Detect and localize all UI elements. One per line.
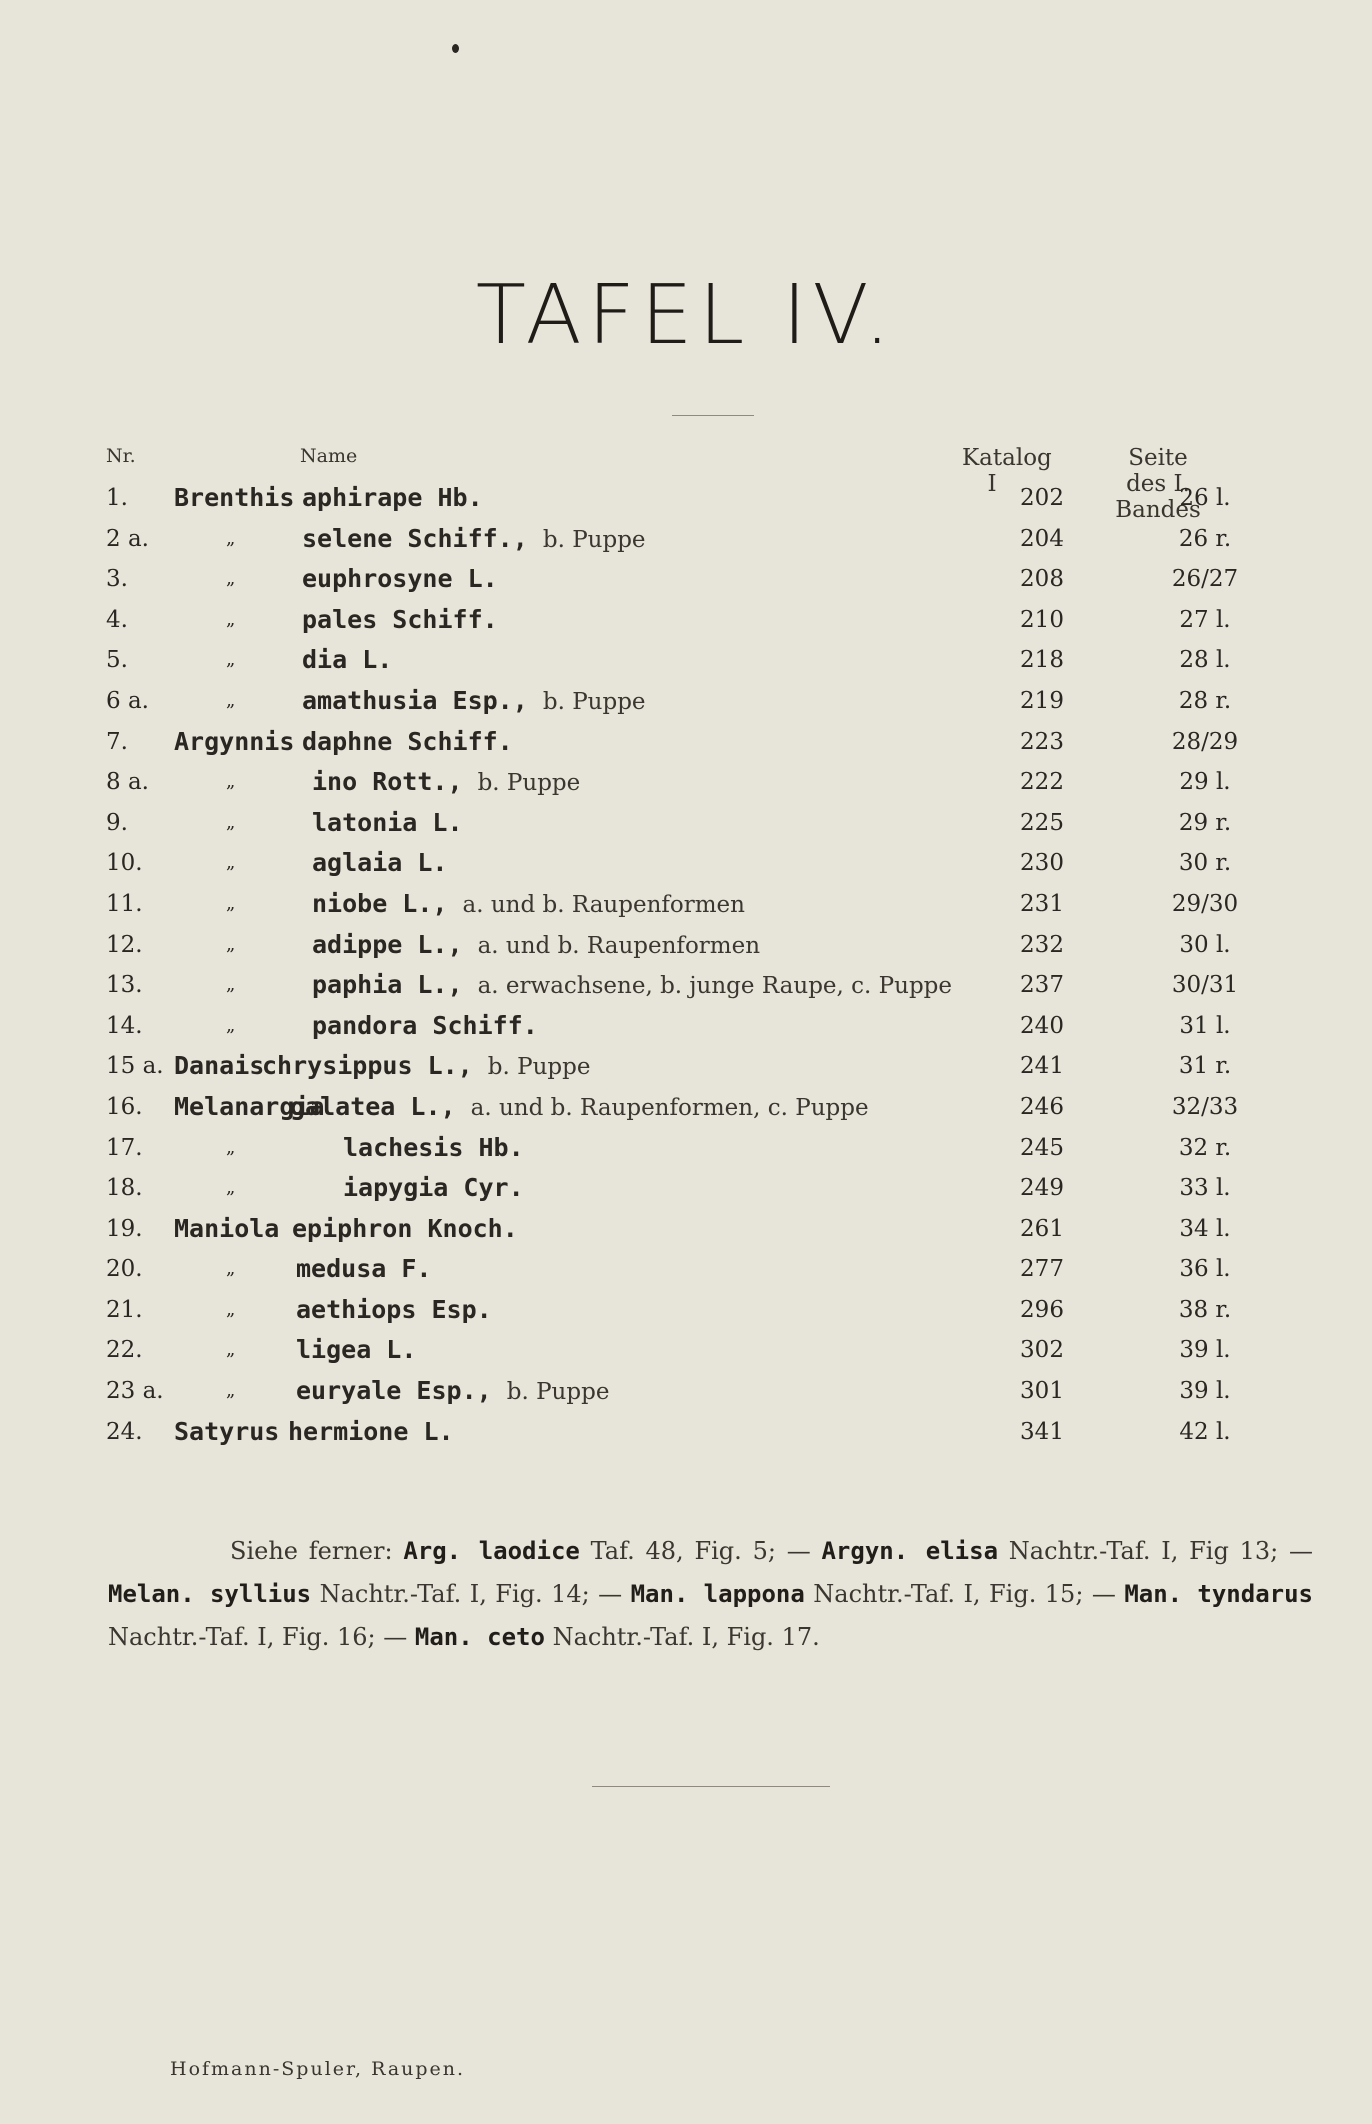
katalog-number: 240 <box>1020 1012 1064 1039</box>
katalog-number: 231 <box>1020 890 1064 917</box>
table-row <box>0 1209 1372 1250</box>
ditto-mark: „ <box>226 1380 236 1402</box>
species-note: b. Puppe <box>542 688 646 715</box>
row-number: 5. <box>106 647 128 674</box>
row-number: 19. <box>106 1215 143 1242</box>
species-note: a. erwachsene, b. junge Raupe, c. Puppe <box>477 973 952 1000</box>
species-name: pandora Schiff. <box>312 1010 538 1040</box>
page-reference: 31 r. <box>1178 1053 1232 1080</box>
reference-species: Man. tyndarus <box>1124 1580 1313 1608</box>
row-number: 4. <box>106 606 128 633</box>
page-reference: 36 l. <box>1179 1256 1231 1283</box>
table-row <box>0 478 1372 519</box>
table-row <box>0 1087 1372 1128</box>
page-reference: 32/33 <box>1171 1093 1239 1120</box>
katalog-number: 230 <box>1020 850 1064 877</box>
ditto-mark: „ <box>226 771 236 793</box>
title-divider <box>672 415 754 416</box>
species-name: medusa F. <box>296 1254 432 1284</box>
katalog-number: 219 <box>1020 687 1064 714</box>
species-name: iapygia Cyr. <box>343 1173 524 1203</box>
row-number: 14. <box>106 1012 143 1039</box>
genus-name: Maniola <box>174 1213 280 1243</box>
page-reference: 29 l. <box>1179 769 1231 796</box>
reference-text: Nachtr.-Taf. I, Fig. 17. <box>544 1623 820 1651</box>
page-reference: 38 r. <box>1178 1296 1232 1323</box>
katalog-number: 249 <box>1020 1175 1064 1202</box>
species-cell <box>262 1046 590 1087</box>
species-name: daphne Schiff. <box>302 726 513 756</box>
page-reference: 29 r. <box>1178 809 1232 836</box>
ditto-mark: „ <box>226 527 236 549</box>
ditto-mark: „ <box>226 811 236 833</box>
page-reference: 26 r. <box>1178 525 1232 552</box>
bottom-divider <box>592 1786 830 1787</box>
katalog-number: 225 <box>1020 809 1064 836</box>
species-cell <box>288 1412 454 1452</box>
species-cell <box>296 1290 492 1330</box>
footer-credit: Hofmann-Spuler, Raupen. <box>170 2058 466 2080</box>
katalog-number: 261 <box>1020 1215 1064 1242</box>
species-cell <box>302 681 646 722</box>
species-name: chrysippus L., <box>262 1051 473 1081</box>
page-title: TAFEL IV. <box>475 268 897 363</box>
species-name: aethiops Esp. <box>296 1294 492 1324</box>
katalog-number: 210 <box>1020 606 1064 633</box>
species-cell <box>312 803 463 843</box>
species-cell <box>312 762 580 803</box>
species-note: b. Puppe <box>506 1379 610 1406</box>
table-row <box>0 1168 1372 1209</box>
species-cell <box>302 600 498 640</box>
species-cell <box>343 1168 524 1208</box>
row-number: 13. <box>106 972 143 999</box>
species-cell <box>302 722 513 762</box>
species-cell <box>302 478 483 518</box>
katalog-number: 301 <box>1020 1378 1064 1405</box>
row-number: 3. <box>106 566 128 593</box>
row-number: 2 a. <box>106 525 149 552</box>
page-reference: 32 r. <box>1178 1134 1232 1161</box>
species-name: euphrosyne L. <box>302 564 498 594</box>
species-name: paphia L., <box>312 970 463 1000</box>
row-number: 9. <box>106 809 128 836</box>
katalog-number: 218 <box>1020 647 1064 674</box>
row-number: 8 a. <box>106 769 149 796</box>
row-number: 11. <box>106 890 143 917</box>
species-note: b. Puppe <box>477 770 581 797</box>
header-katalog: Katalog I <box>962 445 1052 497</box>
species-cell <box>296 1371 609 1412</box>
ditto-mark: „ <box>226 974 236 996</box>
row-number: 22. <box>106 1337 143 1364</box>
table-row <box>0 722 1372 763</box>
species-cell <box>290 1087 869 1128</box>
species-note: a. und b. Raupenformen, c. Puppe <box>470 1094 869 1121</box>
page-reference: 29/30 <box>1171 890 1239 917</box>
table-row <box>0 843 1372 884</box>
reference-species: Man. lappona <box>630 1580 805 1608</box>
species-cell <box>302 519 646 560</box>
species-cell <box>312 884 745 925</box>
table-row <box>0 1412 1372 1453</box>
page-reference: 31 l. <box>1179 1012 1231 1039</box>
ditto-mark: „ <box>226 1339 236 1361</box>
page-reference: 28 l. <box>1179 647 1231 674</box>
ditto-mark: „ <box>226 852 236 874</box>
row-number: 17. <box>106 1134 143 1161</box>
species-name: ligea L. <box>296 1335 417 1365</box>
page-reference: 30/31 <box>1171 972 1239 999</box>
row-number: 7. <box>106 728 128 755</box>
species-cell <box>302 559 498 599</box>
species-name: epiphron Knoch. <box>292 1213 518 1243</box>
reference-text: Nachtr.-Taf. I, Fig 13; — <box>998 1537 1314 1565</box>
table-row <box>0 1249 1372 1290</box>
row-number: 21. <box>106 1296 143 1323</box>
row-number: 6 a. <box>106 687 149 714</box>
species-name: aphirape Hb. <box>302 483 483 512</box>
ditto-mark: „ <box>226 1014 236 1036</box>
katalog-number: 208 <box>1020 566 1064 593</box>
katalog-number: 222 <box>1020 769 1064 796</box>
reference-species: Argyn. elisa <box>821 1537 999 1565</box>
reference-text: Nachtr.-Taf. I, Fig. 16; — <box>108 1623 415 1651</box>
page-reference: 26 l. <box>1179 485 1231 511</box>
katalog-number: 277 <box>1020 1256 1064 1283</box>
species-name: latonia L. <box>312 807 463 837</box>
table-row <box>0 640 1372 681</box>
species-name: ino Rott., <box>312 767 463 797</box>
genus-name: Brenthis <box>174 483 295 512</box>
katalog-number: 204 <box>1020 525 1064 552</box>
genus-name: Melanargia <box>174 1091 325 1121</box>
row-number: 12. <box>106 931 143 958</box>
table-row <box>0 762 1372 803</box>
species-cell <box>312 965 952 1006</box>
katalog-number: 302 <box>1020 1337 1064 1364</box>
reference-text: Taf. 48, Fig. 5; — <box>579 1537 822 1565</box>
header-seite: Seite des I. Bandes <box>1115 445 1201 523</box>
katalog-number: 246 <box>1020 1093 1064 1120</box>
species-cell <box>296 1249 431 1289</box>
genus-name: Danais <box>174 1051 265 1081</box>
ditto-mark: „ <box>226 1298 236 1320</box>
page-reference: 27 l. <box>1179 606 1231 633</box>
genus-name: Argynnis <box>174 726 295 756</box>
table-row <box>0 1128 1372 1169</box>
table-row <box>0 1371 1372 1412</box>
table-row <box>0 600 1372 641</box>
header-name: Name <box>300 445 358 467</box>
table-row <box>0 1330 1372 1371</box>
species-cell <box>312 925 760 966</box>
table-row <box>0 1290 1372 1331</box>
katalog-number: 232 <box>1020 931 1064 958</box>
ditto-mark: „ <box>226 1258 236 1280</box>
katalog-number: 245 <box>1020 1134 1064 1161</box>
species-cell <box>343 1128 524 1168</box>
ditto-mark: „ <box>226 649 236 671</box>
row-number: 16. <box>106 1093 143 1120</box>
ditto-mark: „ <box>226 568 236 590</box>
table-row <box>0 559 1372 600</box>
table-row <box>0 681 1372 722</box>
species-name: niobe L., <box>312 888 448 918</box>
page-reference: 42 l. <box>1179 1418 1231 1445</box>
reference-species: Man. ceto <box>414 1623 545 1651</box>
species-name: hermione L. <box>288 1416 454 1446</box>
species-note: b. Puppe <box>487 1054 591 1081</box>
ink-speck <box>452 44 459 53</box>
ditto-mark: „ <box>226 1177 236 1199</box>
ditto-mark: „ <box>226 689 236 711</box>
reference-species: Melan. syllius <box>108 1580 312 1608</box>
page-reference: 26/27 <box>1171 566 1239 593</box>
katalog-number: 296 <box>1020 1296 1064 1323</box>
genus-name: Satyrus <box>174 1416 280 1446</box>
page-reference: 28 r. <box>1178 687 1232 714</box>
ditto-mark: „ <box>226 1136 236 1158</box>
reference-text: Nachtr.-Taf. I, Fig. 15; — <box>804 1580 1125 1608</box>
row-number: 10. <box>106 850 143 877</box>
row-number: 18. <box>106 1175 143 1202</box>
species-note: a. und b. Raupenformen <box>477 932 761 959</box>
species-note: b. Puppe <box>542 526 646 553</box>
species-name: pales Schiff. <box>302 604 498 634</box>
page-reference: 39 l. <box>1179 1337 1231 1364</box>
table-row <box>0 519 1372 560</box>
table-row <box>0 1046 1372 1087</box>
row-number: 15 a. <box>106 1053 164 1080</box>
page-reference: 39 l. <box>1179 1378 1231 1405</box>
ditto-mark: „ <box>226 933 236 955</box>
species-name: aglaia L. <box>312 848 448 878</box>
row-number: 23 a. <box>106 1378 164 1405</box>
ditto-mark: „ <box>226 892 236 914</box>
species-cell <box>296 1330 416 1370</box>
header-nr: Nr. <box>106 445 136 467</box>
ditto-mark: „ <box>226 608 236 630</box>
reference-text: Nachtr.-Taf. I, Fig. 14; — <box>311 1580 631 1608</box>
species-name: dia L. <box>302 645 393 675</box>
table-row <box>0 1006 1372 1047</box>
table-row <box>0 803 1372 844</box>
katalog-number: 223 <box>1020 728 1064 755</box>
row-number: 20. <box>106 1256 143 1283</box>
species-name: galatea L., <box>290 1091 456 1121</box>
species-cell <box>302 640 392 680</box>
katalog-number: 341 <box>1020 1418 1064 1445</box>
page-reference: 33 l. <box>1179 1175 1231 1202</box>
table-row <box>0 884 1372 925</box>
page-reference: 34 l. <box>1179 1215 1231 1242</box>
species-name: amathusia Esp., <box>302 685 528 715</box>
reference-text: Siehe ferner: <box>230 1537 404 1565</box>
table-row <box>0 925 1372 966</box>
katalog-number: 237 <box>1020 972 1064 999</box>
species-cell <box>312 843 447 883</box>
row-number: 1. <box>106 485 128 511</box>
see-also-note <box>108 1530 1313 1659</box>
page-reference: 30 l. <box>1179 931 1231 958</box>
species-name: lachesis Hb. <box>343 1132 524 1162</box>
species-note: a. und b. Raupenformen <box>462 891 745 918</box>
species-name: selene Schiff., <box>302 523 528 553</box>
row-number: 24. <box>106 1418 143 1445</box>
table-row <box>0 965 1372 1006</box>
katalog-number: 241 <box>1020 1053 1064 1080</box>
species-name: adippe L., <box>312 929 463 959</box>
page-reference: 28/29 <box>1171 728 1239 755</box>
species-cell <box>312 1006 538 1046</box>
katalog-number: 202 <box>1020 485 1064 511</box>
species-name: euryale Esp., <box>296 1376 492 1406</box>
reference-species: Arg. laodice <box>403 1537 580 1565</box>
species-table <box>0 478 1372 1452</box>
page-reference: 30 r. <box>1178 850 1232 877</box>
species-cell <box>292 1209 518 1249</box>
